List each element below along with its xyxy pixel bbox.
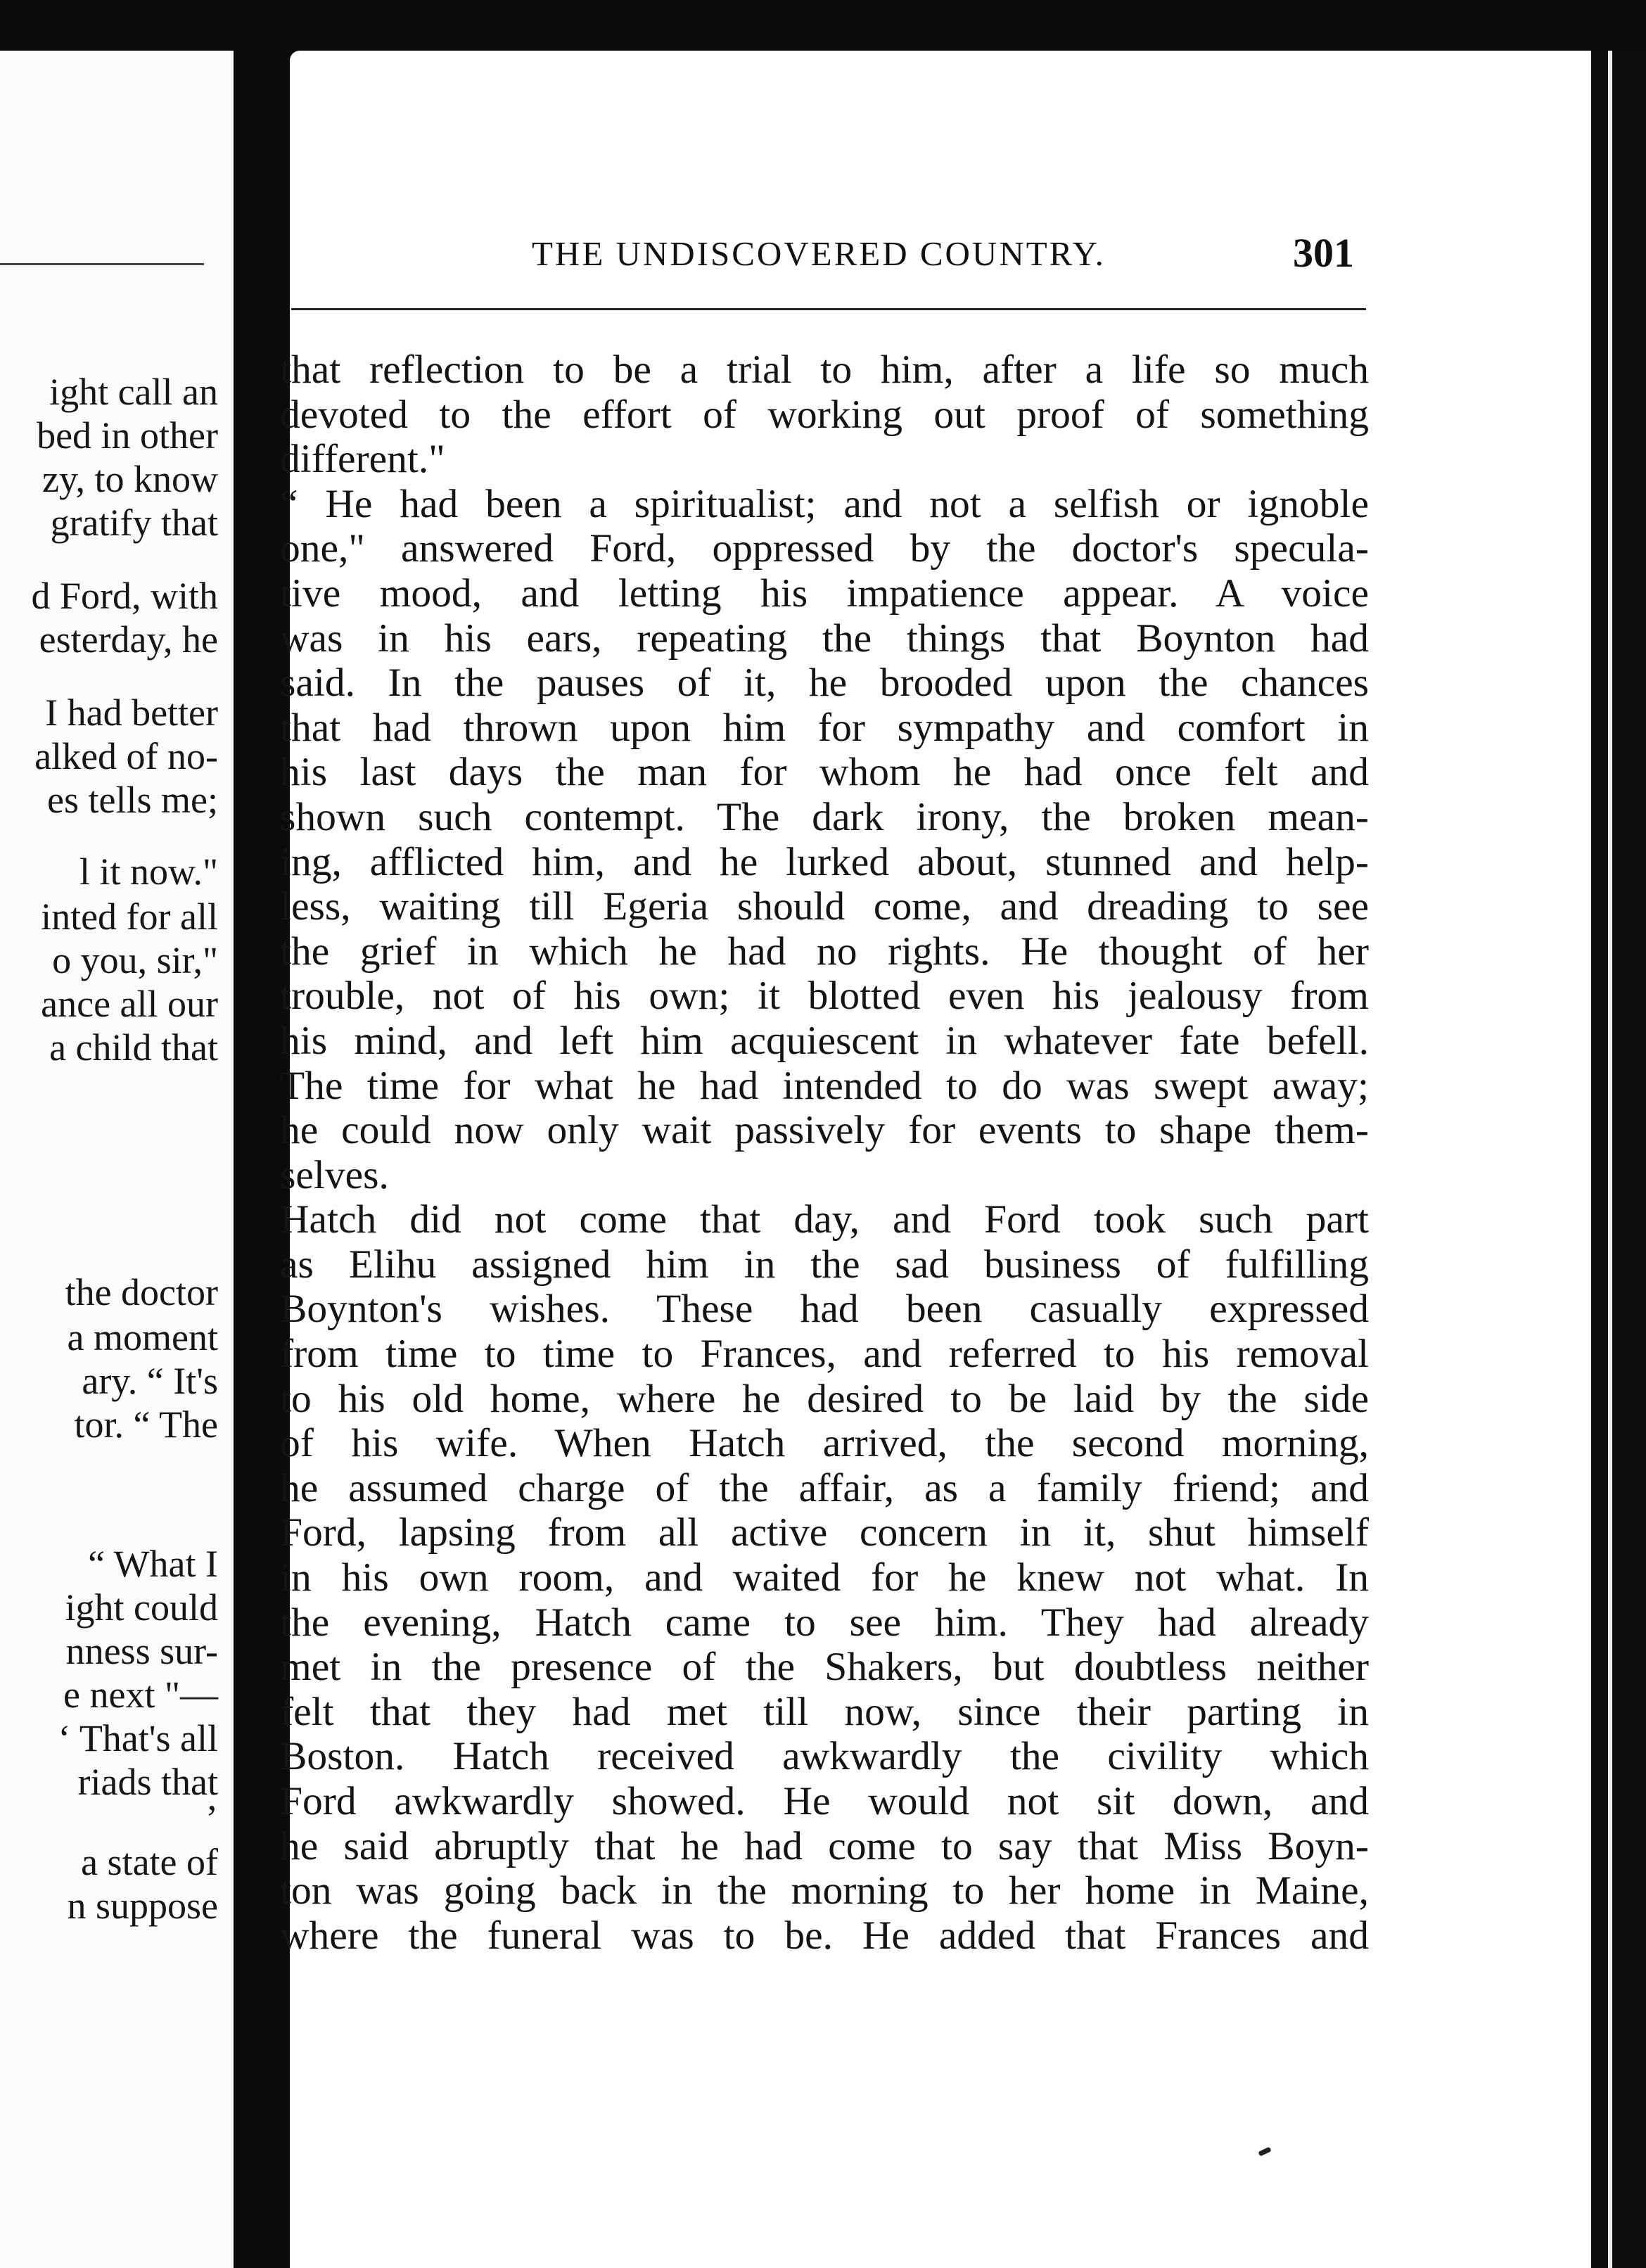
text-line: one," answered Ford, oppressed by the doctor's specula- [280,526,1369,571]
left-page-line: ance all our [41,983,218,1025]
left-page-line: ’ [205,1797,218,1840]
text-line: Ford awkwardly showed. He would not sit down, and [280,1779,1369,1823]
page-edge-shadow [1591,51,1646,2268]
left-page-line: tor. “ The [74,1403,218,1446]
text-line: in his own room, and waited for he knew not what. In [280,1555,1369,1600]
text-line: Boston. Hatch received awkwardly the civility which [280,1734,1369,1779]
text-line: Hatch did not come that day, and Ford took such part [280,1197,1369,1242]
running-head: THE UNDISCOVERED COUNTRY. [532,234,1106,273]
left-page-line: o you, sir," [52,939,218,981]
left-page-line: e next "— [63,1674,218,1716]
text-line: Boynton's wishes. These had been casually expressed [280,1287,1369,1332]
left-page-line: n suppose [67,1885,218,1927]
left-page-line: a moment [67,1316,218,1358]
text-line: his mind, and left him acquiescent in whatever fate befell. [280,1018,1369,1063]
left-page-line: inted for all [41,896,218,938]
left-page-line: riads that [77,1761,218,1803]
left-page-line: d Ford, with [31,575,218,617]
left-page-line: alked of no- [34,735,218,777]
left-page-line: a child that [49,1026,218,1069]
text-line: he assumed charge of the affair, as a family friend; and [280,1465,1369,1510]
header-rule [291,308,1366,310]
text-line: ton was going back in the morning to her home in Maine, [280,1868,1369,1913]
text-line: felt that they had met till now, since their parting in [280,1689,1369,1734]
left-page-line: the doctor [65,1271,218,1313]
left-page-header-rule [0,263,204,265]
left-page-line: ight call an [49,371,218,413]
text-line: different." [280,437,445,482]
left-page-line: “ What I [88,1543,218,1585]
left-page-line: ight could [65,1586,218,1629]
text-line: his last days the man for whom he had once felt and [280,750,1369,795]
text-line: from time to time to Frances, and referred to his removal [280,1332,1369,1377]
page-edge-line [1608,51,1612,2268]
text-line: met in the presence of the Shakers, but doubtless neither [280,1645,1369,1690]
left-page-line: gratify that [50,502,218,544]
left-page-line: a state of [81,1841,218,1883]
text-line: less, waiting till Egeria should come, and dreading to see [280,884,1369,929]
text-line: said. In the pauses of it, he brooded upon the chances [280,661,1369,706]
text-line: that reflection to be a trial to him, after a life so much [280,348,1369,392]
left-page-line: es tells me; [47,779,218,821]
text-line: The time for what he had intended to do was swept away; [280,1063,1369,1108]
left-page-line: l it now." [79,850,218,893]
page-number: 301 [1293,230,1354,276]
text-line: devoted to the effort of working out proof of something [280,392,1369,437]
text-line: of his wife. When Hatch arrived, the second morning, [280,1421,1369,1466]
left-page-line: I had better [45,692,218,734]
text-line: to his old home, where he desired to be laid by the side [280,1376,1369,1421]
left-page-line: ary. “ It's [82,1360,218,1402]
text-line: tive mood, and letting his impatience appear. A voice [280,571,1369,616]
text-line: Ford, lapsing from all active concern in it, shut himself [280,1510,1369,1555]
left-page-line: esterday, he [39,618,218,661]
text-line: he could now only wait passively for events to shape them- [280,1108,1369,1153]
text-line: shown such contempt. The dark irony, the broken mean- [280,794,1369,839]
left-page-line: ‘ That's all [58,1717,218,1759]
text-line: “ He had been a spiritualist; and not a selfish or ignoble [280,481,1369,526]
text-line: the grief in which he had no rights. He thought of her [280,929,1369,974]
text-line: was in his ears, repeating the things that Boynton had [280,616,1369,661]
text-line: as Elihu assigned him in the sad business of fulfilling [280,1242,1369,1287]
left-page-line: zy, to know [42,458,218,500]
text-line: he said abruptly that he had come to say that Miss Boyn- [280,1823,1369,1868]
left-page-line: bed in other [37,414,218,457]
text-line: that had thrown upon him for sympathy and comfort in [280,705,1369,750]
text-line: ing, afflicted him, and he lurked about, stunned and help- [280,839,1369,884]
text-line: selves. [280,1152,389,1197]
left-page-line: nness sur- [65,1630,218,1672]
page-body-text [280,348,1369,1958]
text-line: the evening, Hatch came to see him. They had already [280,1600,1369,1645]
text-line: trouble, not of his own; it blotted even his jealousy from [280,974,1369,1019]
text-line: where the funeral was to be. He added that Frances and [280,1913,1369,1958]
